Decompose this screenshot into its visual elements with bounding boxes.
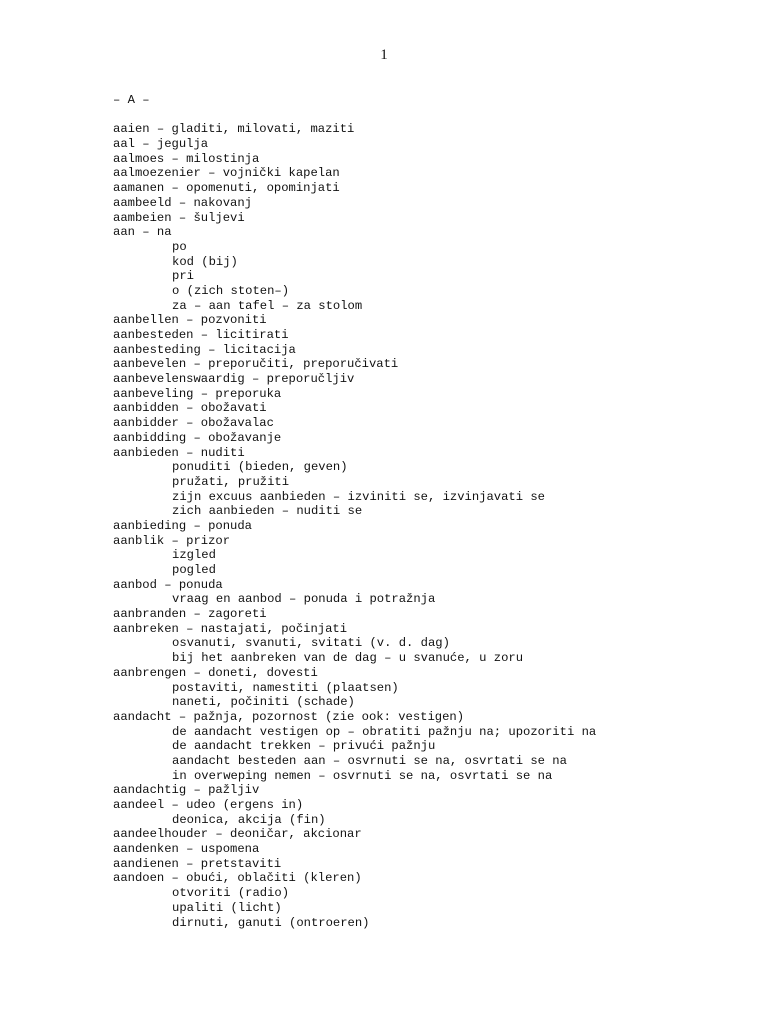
entry-subline: zijn excuus aanbieden – izviniti se, izvinjavati se bbox=[172, 489, 545, 504]
entry-line: aan – na bbox=[113, 225, 172, 240]
entry-line: aandeel – udeo (ergens in) bbox=[113, 798, 304, 812]
entry-subline: pružati, pružiti bbox=[172, 474, 290, 489]
entry-line: aanbod – ponuda bbox=[113, 577, 223, 592]
entry-line: aandoen – obući, oblačiti (kleren) bbox=[113, 871, 362, 886]
entry-line: aalmoezenier – vojnički kapelan bbox=[113, 166, 340, 181]
entry-line: aandacht – pažnja, pozornost (zie ook: vestigen) bbox=[113, 709, 465, 724]
entry-list bbox=[113, 122, 753, 930]
entry-line: aandenken – uspomena bbox=[113, 842, 260, 857]
entry-subline: izgled bbox=[172, 548, 216, 563]
entry-line: aanbellen – pozvoniti bbox=[113, 313, 267, 328]
entry-subline: de aandacht vestigen op – obratiti pažnju na; upozoriti na bbox=[172, 724, 597, 739]
entry-line: aanbesteding – licitacija bbox=[113, 342, 296, 357]
section-heading: – A – bbox=[113, 93, 150, 107]
entry-line: aaien – gladiti, milovati, maziti bbox=[113, 122, 355, 137]
entry-line: aamanen – opomenuti, opominjati bbox=[113, 181, 340, 196]
entry-subline: vraag en aanbod – ponuda i potražnja bbox=[172, 592, 436, 607]
entry-subline: o (zich stoten–) bbox=[172, 283, 290, 298]
entry-line: aanbesteden – licitirati bbox=[113, 328, 289, 342]
entry-subline: pogled bbox=[172, 563, 216, 577]
entry-line: aandienen – pretstaviti bbox=[113, 856, 282, 871]
entry-line: aanbreken – nastajati, počinjati bbox=[113, 621, 348, 636]
entry-line: aandeelhouder – deoničar, akcionar bbox=[113, 827, 362, 842]
entry-subline: pri bbox=[172, 269, 194, 284]
entry-subline: otvoriti (radio) bbox=[172, 886, 290, 901]
spacer bbox=[113, 108, 753, 123]
entry-line: aanbidding – obožavanje bbox=[113, 430, 282, 445]
entry-subline: aandacht besteden aan – osvrnuti se na, osvrtati se na bbox=[172, 753, 567, 768]
entry-line: aanbieding – ponuda bbox=[113, 518, 252, 533]
entry-line: aanbrengen – doneti, dovesti bbox=[113, 665, 318, 680]
entry-line: aalmoes – milostinja bbox=[113, 151, 260, 166]
entry-line: aanbieden – nuditi bbox=[113, 445, 245, 460]
dictionary-content bbox=[113, 93, 753, 930]
entry-subline: po bbox=[172, 239, 187, 254]
entry-line: aanbidden – obožavati bbox=[113, 401, 267, 416]
entry-subline: postaviti, namestiti (plaatsen) bbox=[172, 680, 399, 695]
entry-line: aanbranden – zagoreti bbox=[113, 607, 267, 622]
entry-subline: osvanuti, svanuti, svitati (v. d. dag) bbox=[172, 636, 450, 651]
entry-line: aanbeveling – preporuka bbox=[113, 386, 282, 401]
entry-line: aanbevelen – preporučiti, preporučivati bbox=[113, 357, 399, 372]
entry-subline: dirnuti, ganuti (ontroeren) bbox=[172, 915, 370, 930]
entry-line: aambeien – šuljevi bbox=[113, 210, 245, 225]
entry-subline: kod (bij) bbox=[172, 254, 238, 269]
entry-subline: naneti, počiniti (schade) bbox=[172, 695, 355, 710]
entry-subline: deonica, akcija (fin) bbox=[172, 812, 326, 827]
entry-subline: ponuditi (bieden, geven) bbox=[172, 460, 348, 475]
entry-subline: de aandacht trekken – privući pažnju bbox=[172, 739, 436, 754]
entry-line: aal – jegulja bbox=[113, 137, 209, 152]
entry-line: aanbidder – obožavalac bbox=[113, 416, 274, 431]
entry-subline: za – aan tafel – za stolom bbox=[172, 298, 363, 313]
entry-line: aandachtig – pažljiv bbox=[113, 783, 260, 798]
entry-line: aanbevelenswaardig – preporučljiv bbox=[113, 372, 355, 387]
entry-subline: bij het aanbreken van de dag – u svanuće, u zoru bbox=[172, 651, 524, 666]
entry-line: aambeeld – nakovanj bbox=[113, 195, 252, 210]
page-number: 1 bbox=[380, 47, 388, 63]
entry-subline: zich aanbieden – nuditi se bbox=[172, 504, 363, 519]
entry-subline: in overweping nemen – osvrnuti se na, osvrtati se na bbox=[172, 768, 553, 783]
entry-line: aanblik – prizor bbox=[113, 533, 231, 548]
entry-subline: upaliti (licht) bbox=[172, 900, 282, 915]
